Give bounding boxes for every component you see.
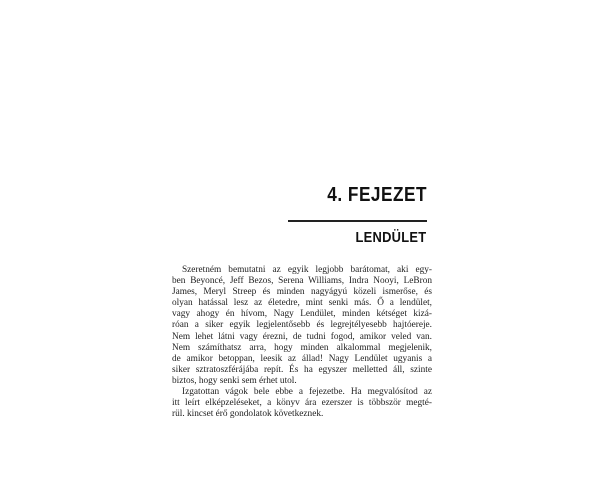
body-text xyxy=(172,265,432,420)
text-line: itt leírt elképzeléseket, a könyv ára ezerszer is többször megté- xyxy=(172,398,432,409)
paragraph-2 xyxy=(172,387,432,420)
text-line: Nem lehet látni vagy érezni, de tudni fogod, amikor veled van. xyxy=(172,331,432,342)
text-line: Nem számíthatsz arra, hogy minden alkalommal megjelenik, xyxy=(172,342,432,353)
text-line: róan a siker egyik legjelentősebb és legrejtélyesebb hajtóereje. xyxy=(172,320,432,331)
text-line: siker sztratoszférájába repít. És ha egyszer melletted áll, szinte xyxy=(172,364,432,375)
text-line: vagy ahogy én hívom, Nagy Lendület, minden kétséget kizá- xyxy=(172,309,432,320)
text-line: ben Beyoncé, Jeff Bezos, Serena Williams, Indra Nooyi, LeBron xyxy=(172,276,432,287)
text-line: de amikor betoppan, leesik az állad! Nagy Lendület ugyanis a xyxy=(172,353,432,364)
text-line: rül. kincset érő gondolatok következnek. xyxy=(172,409,324,420)
text-line: Szeretném bemutatni az egyik legjobb barátomat, aki egy- xyxy=(182,265,432,275)
paragraph-1 xyxy=(172,265,432,387)
text-line: Izgatottan vágok bele ebbe a fejezetbe. Ha megvalósítod az xyxy=(182,387,432,398)
text-line: biztos, hogy senki sem érhet utol. xyxy=(172,375,297,386)
section-heading: LENDÜLET xyxy=(355,229,426,246)
text-line: James, Meryl Streep és minden nagyágyú közeli ismerőse, és xyxy=(172,287,432,298)
chapter-heading: 4. FEJEZET xyxy=(327,184,427,206)
chapter-divider-rule xyxy=(288,220,427,222)
text-line: olyan hatással lesz az életedre, mint senki más. Ő a lendület, xyxy=(172,298,432,309)
